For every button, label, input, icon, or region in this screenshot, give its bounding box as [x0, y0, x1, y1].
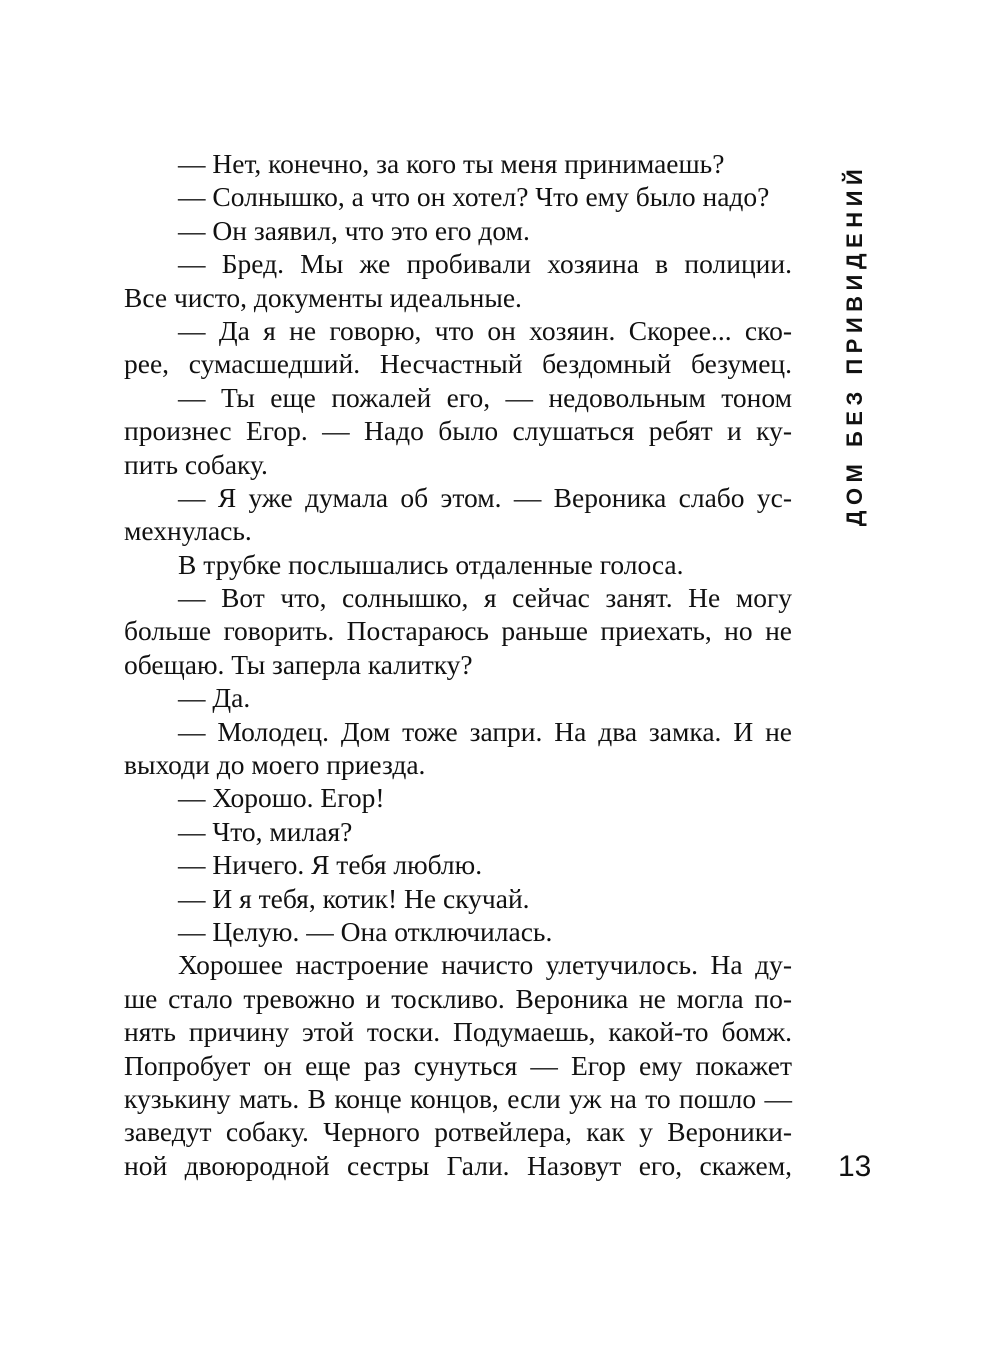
- text-line: — Что, милая?: [178, 815, 353, 847]
- text-line: — Нет, конечно, за кого ты меня принимаешь?: [178, 148, 725, 179]
- text-line: больше говорить. Постараюсь раньше приехать, но не: [124, 615, 792, 647]
- text-line: кузькину мать. В конце концов, если уж на то пошло —: [124, 1082, 792, 1114]
- body-text: [124, 147, 792, 1182]
- text-line: — Да я не говорю, что он хозяин. Скорее... ско-: [178, 314, 792, 346]
- text-line: мехнулась.: [124, 515, 252, 547]
- text-line: В трубке послышались отдаленные голоса.: [178, 548, 684, 580]
- text-line: — Я уже думала об этом. — Вероника слабо ус-: [178, 481, 792, 513]
- text-line: — Солнышко, а что он хотел? Что ему было надо?: [178, 181, 770, 213]
- text-line: Хорошее настроение начисто улетучилось. На ду-: [178, 949, 792, 981]
- text-line: — Он заявил, что это его дом.: [178, 214, 530, 246]
- text-line: — Ты еще пожалей его, — недовольным тоном: [178, 381, 792, 413]
- text-line: — Вот что, солнышко, я сейчас занят. Не могу: [178, 582, 792, 614]
- text-line: — Молодец. Дом тоже запри. На два замка. И не: [178, 715, 792, 747]
- page-number: 13: [838, 1150, 872, 1183]
- text-line: Все чисто, документы идеальные.: [124, 281, 522, 313]
- text-line: рее, сумасшедший. Несчастный бездомный безумец.: [124, 348, 792, 380]
- text-line: — Да.: [178, 682, 251, 714]
- text-line: пить собаку.: [124, 448, 268, 480]
- text-line: Попробует он еще раз сунуться — Егор ему покажет: [124, 1049, 792, 1081]
- text-line: нять причину этой тоски. Подумаешь, какой-то бомж.: [124, 1016, 792, 1048]
- text-line: обещаю. Ты заперла калитку?: [124, 648, 473, 680]
- running-title: ДОМ БЕЗ ПРИВИДЕНИЙ: [842, 163, 867, 527]
- text-line: ной двоюродной сестры Гали. Назовут его, скажем,: [124, 1149, 792, 1181]
- text-line: произнес Егор. — Надо было слушаться ребят и ку-: [124, 415, 792, 447]
- text-line: — Хорошо. Егор!: [178, 782, 385, 814]
- text-line: заведут собаку. Черного ротвейлера, как у Вероники-: [124, 1116, 792, 1148]
- text-line: — Целую. — Она отключилась.: [178, 915, 553, 947]
- text-line: — И я тебя, котик! Не скучай.: [178, 882, 530, 914]
- text-line: — Бред. Мы же пробивали хозяина в полиции.: [178, 248, 792, 280]
- text-line: выходи до моего приезда.: [124, 749, 426, 781]
- text-line: — Ничего. Я тебя люблю.: [178, 849, 483, 881]
- text-line: ше стало тревожно и тоскливо. Вероника не могла по-: [124, 982, 792, 1014]
